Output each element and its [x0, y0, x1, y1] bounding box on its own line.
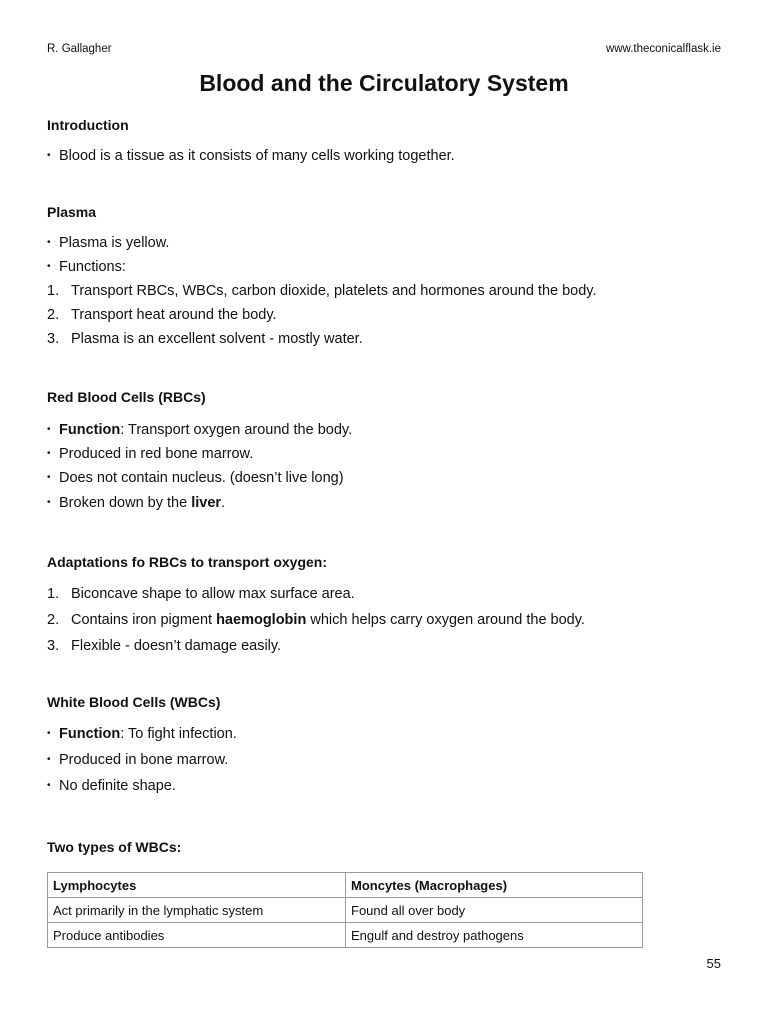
column-header: Lymphocytes [48, 873, 346, 898]
bullet-marker: • [47, 424, 51, 435]
wbc-types-table [47, 872, 643, 948]
item-text: Biconcave shape to allow max surface area. [71, 586, 355, 602]
number-marker: 2. [47, 307, 60, 323]
heading-wbc-types: Two types of WBCs: [47, 839, 182, 855]
item-text: : To fight infection. [120, 726, 237, 742]
page-title: Blood and the Circulatory System [199, 70, 569, 96]
table-row [48, 923, 643, 948]
number-marker: 2. [47, 612, 60, 628]
item-text: . [221, 495, 226, 511]
table-cell: Engulf and destroy pathogens [346, 923, 643, 948]
item-text: No definite shape. [59, 778, 176, 794]
bullet-marker: • [47, 728, 51, 739]
list-item [47, 778, 176, 794]
list-item [47, 422, 352, 438]
number-marker: 3. [47, 638, 60, 654]
item-text: : Transport oxygen around the body. [120, 422, 353, 438]
heading-wbc: White Blood Cells (WBCs) [47, 694, 221, 710]
item-text: Transport heat around the body. [71, 307, 277, 323]
bullet-marker: • [47, 150, 51, 161]
list-item [47, 470, 344, 486]
number-marker: 1. [47, 586, 60, 602]
list-item [47, 148, 455, 164]
heading-adaptations: Adaptations fo RBCs to transport oxygen: [47, 554, 328, 570]
item-text: Does not contain nucleus. (doesn’t live long) [59, 470, 344, 486]
item-text: Functions: [59, 259, 126, 275]
author-name: R. Gallagher [47, 43, 112, 55]
item-text: Flexible - doesn’t damage easily. [71, 638, 282, 654]
item-text: Plasma is yellow. [59, 235, 170, 251]
heading-rbc: Red Blood Cells (RBCs) [47, 389, 206, 405]
item-text: Plasma is an excellent solvent - mostly water. [71, 331, 363, 347]
item-text: which helps carry oxygen around the body. [306, 612, 585, 628]
heading-plasma: Plasma [47, 204, 97, 220]
list-item [47, 586, 355, 602]
list-item [47, 446, 253, 462]
list-item [47, 259, 126, 275]
item-text: Produced in red bone marrow. [59, 446, 254, 462]
number-marker: 3. [47, 331, 60, 347]
bullet-marker: • [47, 448, 51, 459]
table-cell: Produce antibodies [48, 923, 346, 948]
list-item [47, 495, 225, 511]
list-item [47, 612, 585, 628]
list-item [47, 726, 237, 742]
column-header: Moncytes (Macrophages) [346, 873, 643, 898]
bold-term: Function [59, 422, 121, 438]
list-item [47, 638, 281, 654]
website-url: www.theconicalflask.ie [605, 43, 721, 55]
list-item [47, 307, 277, 323]
item-text: Broken down by the [59, 495, 192, 511]
bold-term: haemoglobin [216, 612, 307, 628]
list-item [47, 331, 363, 347]
item-text: Produced in bone marrow. [59, 752, 229, 768]
item-text: Transport RBCs, WBCs, carbon dioxide, platelets and hormones around the body. [71, 283, 597, 299]
bold-term: liver [191, 495, 222, 511]
page-number: 55 [706, 956, 721, 971]
bullet-marker: • [47, 472, 51, 483]
item-text: Blood is a tissue as it consists of many cells working together. [59, 148, 455, 164]
list-item [47, 752, 228, 768]
bullet-marker: • [47, 497, 51, 508]
bullet-marker: • [47, 754, 51, 765]
bullet-marker: • [47, 261, 51, 272]
table-cell: Found all over body [346, 898, 643, 923]
number-marker: 1. [47, 283, 60, 299]
table-header-row [48, 873, 643, 898]
table-row [48, 898, 643, 923]
bold-term: Function [59, 726, 121, 742]
heading-introduction: Introduction [47, 117, 129, 133]
bullet-marker: • [47, 237, 51, 248]
list-item [47, 235, 169, 251]
item-text: Contains iron pigment [71, 612, 217, 628]
list-item [47, 283, 597, 299]
table-cell: Act primarily in the lymphatic system [48, 898, 346, 923]
bullet-marker: • [47, 780, 51, 791]
